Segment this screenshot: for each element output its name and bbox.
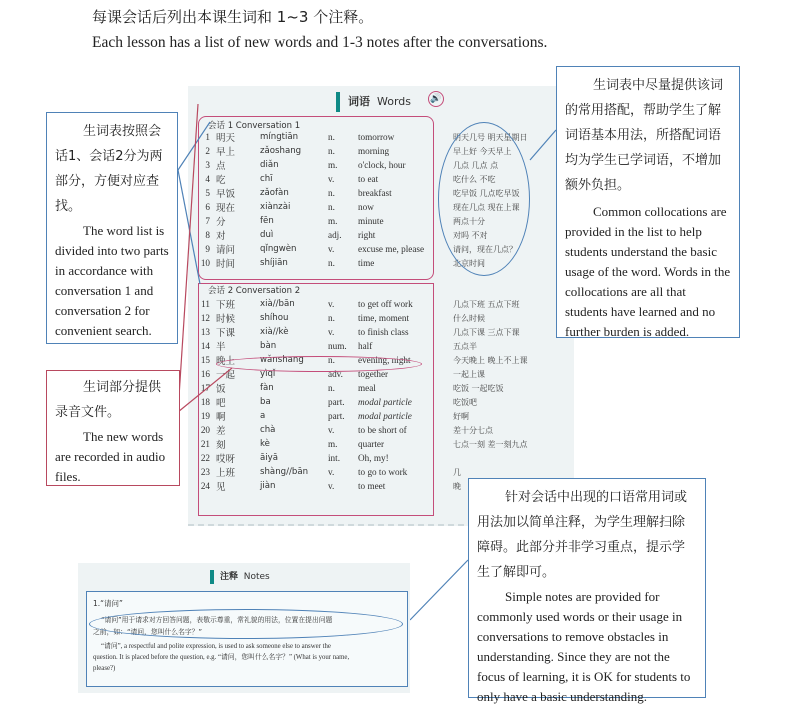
word-english: excuse me, please xyxy=(358,244,425,254)
word-pos: n. xyxy=(328,355,335,365)
word-hanzi: 明天 xyxy=(216,133,236,144)
word-pos: m. xyxy=(328,439,338,449)
word-number: 6 xyxy=(205,202,210,212)
note-en-line2: question. It is placed before the question, e.g. “请问，您叫什么名字？” (What is your name, xyxy=(93,654,350,661)
word-number: 4 xyxy=(205,174,210,184)
word-english: time xyxy=(358,258,375,268)
callout-audio xyxy=(46,370,180,486)
word-collocation: 吃饭 一起吃饭 xyxy=(453,383,504,393)
word-english: to eat xyxy=(358,174,379,184)
word-collocation: 几点 几点 点 xyxy=(453,160,499,170)
word-english: tomorrow xyxy=(358,132,395,142)
word-number: 15 xyxy=(200,355,210,365)
words-tab-cn: 词语 xyxy=(348,95,370,108)
word-number: 16 xyxy=(200,369,210,379)
word-collocation: 七点一刻 差一刻九点 xyxy=(453,439,528,449)
note-en-line3: please?) xyxy=(93,665,116,672)
word-pos: n. xyxy=(328,258,335,268)
word-pos: part. xyxy=(328,397,345,407)
word-collocation: 吃饭吧 xyxy=(453,397,477,407)
word-hanzi: 上班 xyxy=(216,468,236,479)
word-collocation: 两点十分 xyxy=(453,216,485,226)
word-number: 3 xyxy=(205,160,210,170)
callout-collocations-en: Common collocations are provided in the list to help students understand the basic usage of the word. Words in the collocations are all that students have learned and no further burden is added. xyxy=(565,204,731,339)
heading-chinese: 每课会话后列出本课生词和 1~3 个注释。 xyxy=(92,8,374,26)
word-number: 9 xyxy=(205,244,210,254)
callout-notes-cn: 针对会话中出现的口语常用词或用法加以简单注释，为学生理解扫除障碍。此部分并非学习重点，提示学生了解即可。 xyxy=(477,490,688,580)
word-hanzi: 时间 xyxy=(216,259,236,270)
word-hanzi: 哎呀 xyxy=(216,454,236,465)
word-pinyin: xiànzài xyxy=(260,202,291,212)
word-english: to be short of xyxy=(358,425,407,435)
heading-english: Each lesson has a list of new words and 1-3 notes after the conversations. xyxy=(92,34,548,51)
word-hanzi: 分 xyxy=(216,217,226,228)
word-number: 2 xyxy=(205,146,210,156)
word-pos: part. xyxy=(328,411,345,421)
word-pinyin: kè xyxy=(260,439,270,449)
word-hanzi: 吧 xyxy=(216,398,226,409)
word-hanzi: 饭 xyxy=(216,384,226,395)
word-english: now xyxy=(358,202,374,212)
conversation2-label: 会话 2 Conversation 2 xyxy=(208,286,301,296)
word-pos: v. xyxy=(328,327,335,337)
word-hanzi: 差 xyxy=(216,426,226,437)
word-pinyin: fàn xyxy=(260,383,274,393)
word-hanzi: 现在 xyxy=(216,203,236,214)
word-hanzi: 时候 xyxy=(216,314,236,325)
word-number: 8 xyxy=(205,230,210,240)
word-number: 17 xyxy=(200,383,210,393)
callout-notes xyxy=(468,478,706,704)
word-english: meal xyxy=(358,383,376,393)
word-number: 10 xyxy=(200,258,210,268)
word-english: modal particle xyxy=(358,411,412,421)
word-number: 24 xyxy=(200,481,210,491)
word-pinyin: wǎnshang xyxy=(260,355,304,365)
word-hanzi: 下课 xyxy=(216,328,236,339)
word-pinyin: xià//kè xyxy=(260,327,289,337)
word-number: 14 xyxy=(200,341,210,351)
word-collocation: 明天几号 明天星期日 xyxy=(453,132,528,142)
word-pinyin: chī xyxy=(260,174,273,184)
word-hanzi: 半 xyxy=(216,342,226,353)
word-english: breakfast xyxy=(358,188,392,198)
word-hanzi: 早饭 xyxy=(216,189,236,200)
word-pinyin: fēn xyxy=(260,216,274,226)
word-pinyin: shíjiān xyxy=(260,258,288,268)
word-hanzi: 请问 xyxy=(216,245,236,256)
word-collocation: 吃什么 不吃 xyxy=(453,174,496,184)
word-hanzi: 吃 xyxy=(216,175,226,186)
word-pos: adv. xyxy=(328,369,343,379)
note-cn-line1: “请问”用于请求对方回答问题，表敬示尊重，常礼貌的用法，位置在提出问题 xyxy=(101,616,333,624)
word-pinyin: duì xyxy=(260,230,274,240)
word-english: o'clock, hour xyxy=(358,160,406,170)
word-pinyin: zǎoshang xyxy=(260,146,302,156)
word-pos: num. xyxy=(328,341,347,351)
conversation1-label: 会话 1 Conversation 1 xyxy=(208,121,301,131)
callout-audio-cn: 生词部分提供录音文件。 xyxy=(55,380,162,420)
word-english: minute xyxy=(358,216,384,226)
word-pos: adj. xyxy=(328,230,342,240)
callout-audio-en: The new words are recorded in audio files. xyxy=(55,429,166,484)
word-pinyin: shíhou xyxy=(260,313,289,323)
word-collocation: 五点半 xyxy=(453,341,477,351)
word-pos: v. xyxy=(328,481,335,491)
word-hanzi: 啊 xyxy=(216,412,226,423)
word-collocation: 几点下班 五点下班 xyxy=(453,299,520,309)
word-hanzi: 下班 xyxy=(216,300,236,311)
word-number: 12 xyxy=(200,313,210,323)
note-title: 1.“请问” xyxy=(93,599,123,608)
word-pos: v. xyxy=(328,425,335,435)
word-pinyin: ba xyxy=(260,397,271,407)
callout-collocations xyxy=(556,66,740,338)
word-pinyin: míngtiān xyxy=(260,132,299,142)
word-collocation: 几点下课 三点下课 xyxy=(453,327,520,337)
word-pinyin: yìqǐ xyxy=(260,369,276,379)
words-tab-en: Words xyxy=(377,95,412,108)
word-hanzi: 对 xyxy=(216,231,226,242)
callout-word-list-parts-en: The word list is divided into two parts in accordance with conversation 1 and conversation 2 for convenient search. xyxy=(55,223,169,338)
word-pos: v. xyxy=(328,244,335,254)
word-english: evening, night xyxy=(358,355,411,365)
word-number: 1 xyxy=(205,132,210,142)
word-collocation: 晚 xyxy=(453,481,461,491)
word-pinyin: a xyxy=(260,411,266,421)
word-english: morning xyxy=(358,146,390,156)
note-cn-line2: 之前，如：“请问，您叫什么名字？” xyxy=(93,628,202,636)
word-english: to finish class xyxy=(358,327,409,337)
word-collocation: 现在几点 现在上课 xyxy=(453,202,520,212)
word-english: together xyxy=(358,369,389,379)
word-english: to go to work xyxy=(358,467,408,477)
notes-box xyxy=(86,591,408,687)
callout-word-list-parts xyxy=(46,112,178,344)
word-pinyin: zǎofàn xyxy=(260,188,289,198)
word-english: right xyxy=(358,230,376,240)
word-collocation: 好啊 xyxy=(453,411,469,421)
word-collocation: 早上好 今天早上 xyxy=(453,146,512,156)
word-pos: n. xyxy=(328,202,335,212)
notes-tab xyxy=(210,570,276,584)
word-english: quarter xyxy=(358,439,385,449)
word-pinyin: jiàn xyxy=(260,481,276,491)
word-collocation: 差十分七点 xyxy=(453,425,493,435)
word-pos: v. xyxy=(328,467,335,477)
word-number: 22 xyxy=(200,453,210,463)
word-english: modal particle xyxy=(358,397,412,407)
word-collocation: 吃早饭 几点吃早饭 xyxy=(453,188,520,198)
word-english: to meet xyxy=(358,481,386,491)
speaker-icon[interactable]: 🔊 xyxy=(428,91,444,107)
word-number: 7 xyxy=(205,216,210,226)
word-pinyin: diǎn xyxy=(260,160,279,170)
word-pos: n. xyxy=(328,188,335,198)
word-pinyin: chà xyxy=(260,425,276,435)
word-pos: v. xyxy=(328,299,335,309)
word-pinyin: qǐngwèn xyxy=(260,244,297,254)
word-pinyin: xià//bān xyxy=(260,299,295,309)
notes-page xyxy=(78,563,410,693)
word-number: 11 xyxy=(201,299,210,309)
word-number: 23 xyxy=(200,467,210,477)
word-number: 18 xyxy=(200,397,210,407)
word-hanzi: 晚上 xyxy=(216,356,236,367)
word-collocation: 几 xyxy=(453,467,461,477)
word-pos: n. xyxy=(328,132,335,142)
word-english: Oh, my! xyxy=(358,453,389,463)
word-pinyin: bàn xyxy=(260,341,277,351)
word-number: 13 xyxy=(200,327,210,337)
word-hanzi: 一起 xyxy=(216,370,236,381)
word-pinyin: āiyā xyxy=(260,453,279,463)
note-highlight xyxy=(89,609,403,639)
word-collocation: 北京时间 xyxy=(453,258,485,268)
word-english: half xyxy=(358,341,373,351)
callout-word-list-parts-cn: 生词表按照会话1、会话2分为两部分，方便对应查找。 xyxy=(55,124,163,214)
word-pos: v. xyxy=(328,174,335,184)
word-collocation: 今天晚上 晚上不上课 xyxy=(453,355,528,365)
word-pinyin: shàng//bān xyxy=(260,467,309,477)
notes-tab-en: Notes xyxy=(243,572,270,582)
word-pos: m. xyxy=(328,216,338,226)
word-pos: n. xyxy=(328,313,335,323)
word-number: 20 xyxy=(200,425,210,435)
word-number: 5 xyxy=(205,188,210,198)
note-en-line1: “请问”, a respectful and polite expression, is used to ask someone else to answer the xyxy=(101,643,331,650)
word-pos: m. xyxy=(328,160,338,170)
callout-collocations-cn: 生词表中尽量提供该词的常用搭配，帮助学生了解词语基本用法，所搭配词语均为学生已学词语，不增加额外负担。 xyxy=(565,78,724,193)
word-collocation: 一起上课 xyxy=(453,369,485,379)
word-number: 21 xyxy=(200,439,210,449)
word-english: to get off work xyxy=(358,299,413,309)
word-collocation: 请问，现在几点？ xyxy=(453,244,517,254)
word-pos: n. xyxy=(328,146,335,156)
word-hanzi: 见 xyxy=(216,482,226,493)
word-collocation: 什么时候 xyxy=(453,313,485,323)
notes-tab-cn: 注释 xyxy=(220,572,239,582)
word-hanzi: 刻 xyxy=(216,440,226,451)
word-hanzi: 点 xyxy=(216,161,226,172)
callout-notes-en: Simple notes are provided for commonly used words or their usage in conversations to remove obstacles in understanding. Since they are not the focus of learning, it is OK for students to only have a basic understanding. xyxy=(477,589,691,704)
word-hanzi: 早上 xyxy=(216,147,236,158)
word-pos: n. xyxy=(328,383,335,393)
word-english: time, moment xyxy=(358,313,410,323)
word-collocation: 对吗 不对 xyxy=(453,230,488,240)
word-number: 19 xyxy=(200,411,210,421)
word-pos: int. xyxy=(328,453,340,463)
